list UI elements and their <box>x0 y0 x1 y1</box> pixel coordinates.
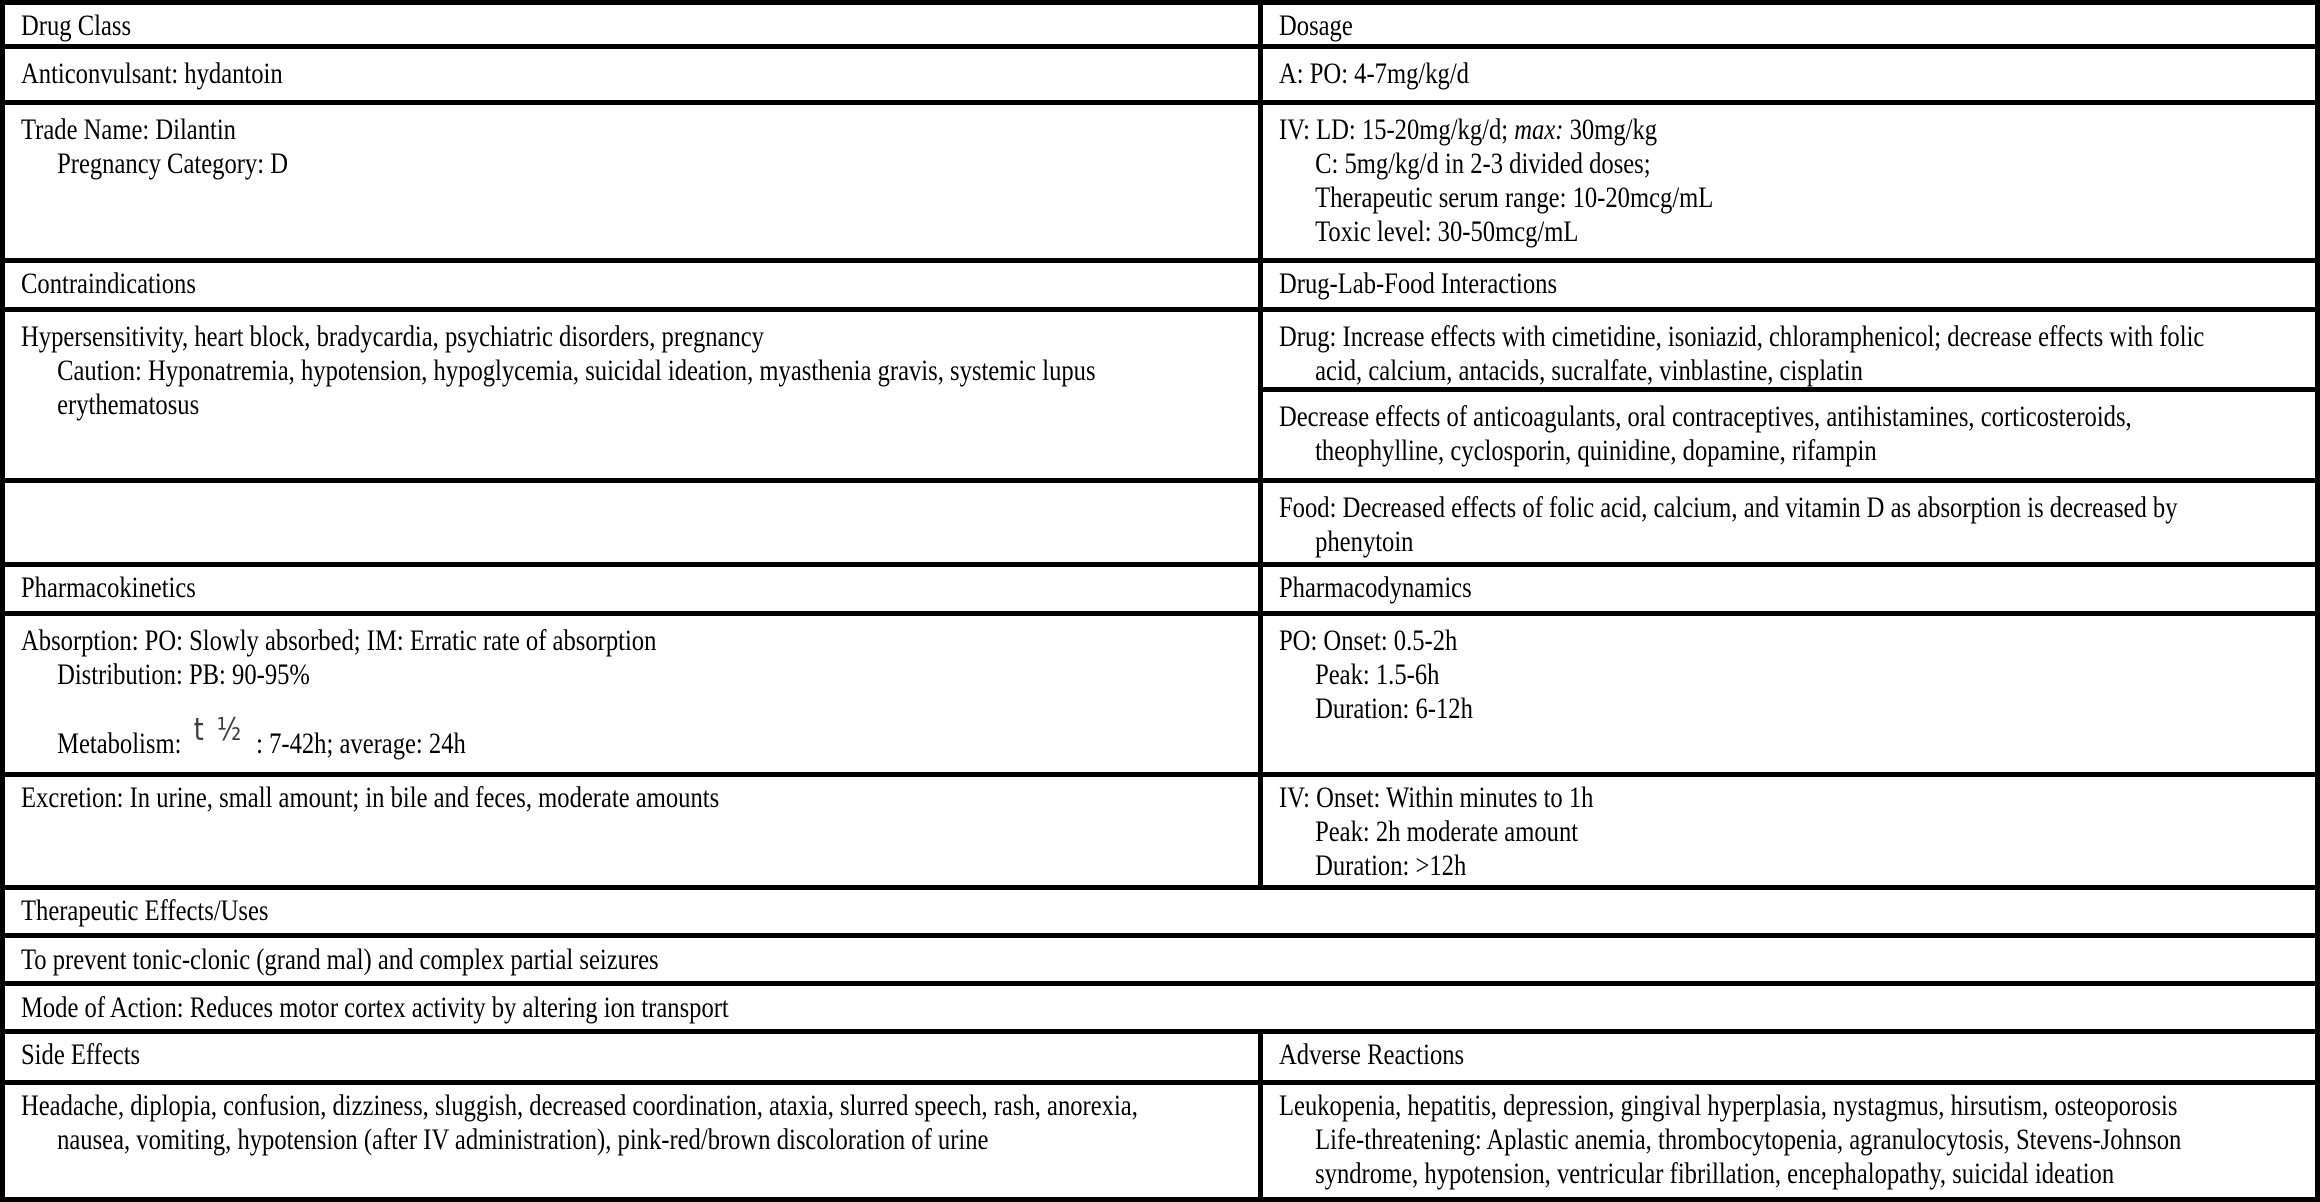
mode-of-action-text: Mode of Action: Reduces motor cortex activity by altering ion transport <box>21 991 729 1024</box>
header-side-effects <box>5 1034 1258 1080</box>
header-contraindications <box>5 263 1258 307</box>
row-food-interactions <box>5 483 2315 567</box>
cell-dosage-adult <box>1258 49 2315 100</box>
row-mode-of-action <box>5 986 2315 1034</box>
cell-pharmacodynamics-po: PO: Onset: 0.5-2h Peak: 1.5-6h Duration: 6-12h <box>1258 616 2315 772</box>
header-drug-class-label: Drug Class <box>21 9 132 42</box>
row-headers-pk-pd <box>5 567 2315 616</box>
row-headers-contra <box>5 263 2315 312</box>
header-adverse-reactions-label: Adverse Reactions <box>1279 1038 1465 1071</box>
row-absorption-po <box>5 616 2315 777</box>
cell-contraindications: Hypersensitivity, heart block, bradycardia, psychiatric disorders, pregnancy Caution: Hyponatremia, hypotension, hypoglycemia, suicidal ideation, myasthenia gravis, systemic lupus erythematosus <box>21 320 1096 421</box>
cell-decrease-effects: Decrease effects of anticoagulants, oral contraceptives, antihistamines, corticosteroids, theophylline, cyclosporin, quinidine, dopamine, rifampin <box>1279 400 2132 467</box>
row-header-uses <box>5 890 2315 938</box>
header-pharmacodynamics-label: Pharmacodynamics <box>1279 571 1472 604</box>
header-drug-class <box>5 5 1258 44</box>
excretion-text: Excretion: In urine, small amount; in bile and feces, moderate amounts <box>21 781 720 814</box>
row-class <box>5 49 2315 105</box>
half-life-symbol: t ½ <box>193 712 244 748</box>
cell-mode-of-action <box>5 986 2315 1029</box>
cell-pharmacodynamics-iv: IV: Onset: Within minutes to 1h Peak: 2h moderate amount Duration: >12h <box>1258 777 2315 885</box>
cell-trade-name: Trade Name: Dilantin Pregnancy Category: D <box>21 113 288 180</box>
cell-drug-interactions: Drug: Increase effects with cimetidine, isoniazid, chloramphenicol; decrease effects with folic acid, calcium, antacids, sucralfate, vinblastine, cisplatin <box>1263 312 2320 392</box>
header-pharmacokinetics <box>5 567 1258 611</box>
header-therapeutic-effects-label: Therapeutic Effects/Uses <box>21 894 269 927</box>
therapeutic-uses-text: To prevent tonic-clonic (grand mal) and complex partial seizures <box>21 943 659 976</box>
header-dosage <box>1258 5 2315 44</box>
row-trade-iv <box>5 105 2315 263</box>
header-dosage-label: Dosage <box>1279 9 1353 42</box>
cell-food-interactions: Food: Decreased effects of folic acid, calcium, and vitamin D as absorption is decreased by phenytoin <box>1258 483 2315 562</box>
row-headers-top <box>5 5 2315 49</box>
row-effects-body <box>5 1085 2315 1197</box>
cell-adverse-reactions: Leukopenia, hepatitis, depression, gingival hyperplasia, nystagmus, hirsutism, osteoporosis Life-threatening: Aplastic anemia, thrombocytopenia, agranulocytosis, Stevens-Johnson syndrome, hypotension, ventricular fibrillation, encephalopathy, suicidal ideation <box>1258 1085 2315 1197</box>
row-excretion-iv <box>5 777 2315 890</box>
header-drug-lab-food-interactions <box>1258 263 2315 307</box>
dosage-adult-text: A: PO: 4-7mg/kg/d <box>1279 57 1469 90</box>
header-contraindications-label: Contraindications <box>21 267 196 300</box>
cell-therapeutic-uses <box>5 938 2315 981</box>
cell-drug-class-value <box>5 49 1258 100</box>
cell-dosage-iv: IV: LD: 15-20mg/kg/d; max: 30mg/kg C: 5mg/kg/d in 2-3 divided doses; Therapeutic serum range: 10-20mcg/mL Toxic level: 30-50mcg/mL <box>1258 105 2315 258</box>
stack-drug-interactions <box>1258 312 2320 478</box>
header-side-effects-label: Side Effects <box>21 1038 141 1071</box>
header-therapeutic-effects <box>5 890 2315 933</box>
cell-empty-left <box>5 483 1258 562</box>
row-contra-interactions <box>5 312 2315 483</box>
header-pharmacodynamics <box>1258 567 2315 611</box>
header-drug-lab-food-label: Drug-Lab-Food Interactions <box>1279 267 1558 300</box>
cell-excretion <box>5 777 1258 885</box>
header-adverse-reactions <box>1258 1034 2315 1080</box>
cell-side-effects: Headache, diplopia, confusion, dizziness, sluggish, decreased coordination, ataxia, slurred speech, rash, anorexia, nausea, vomiting, hypotension (after IV administration), pink-red/brown discoloration of urine <box>21 1089 1138 1156</box>
drug-class-text: Anticonvulsant: hydantoin <box>21 57 283 90</box>
header-pharmacokinetics-label: Pharmacokinetics <box>21 571 196 604</box>
row-uses <box>5 938 2315 986</box>
row-headers-effects <box>5 1034 2315 1085</box>
cell-pharmacokinetics: Absorption: PO: Slowly absorbed; IM: Erratic rate of absorption Distribution: PB: 90-95% Metabolism: t ½ : 7-42h; average: 24h <box>21 624 657 760</box>
